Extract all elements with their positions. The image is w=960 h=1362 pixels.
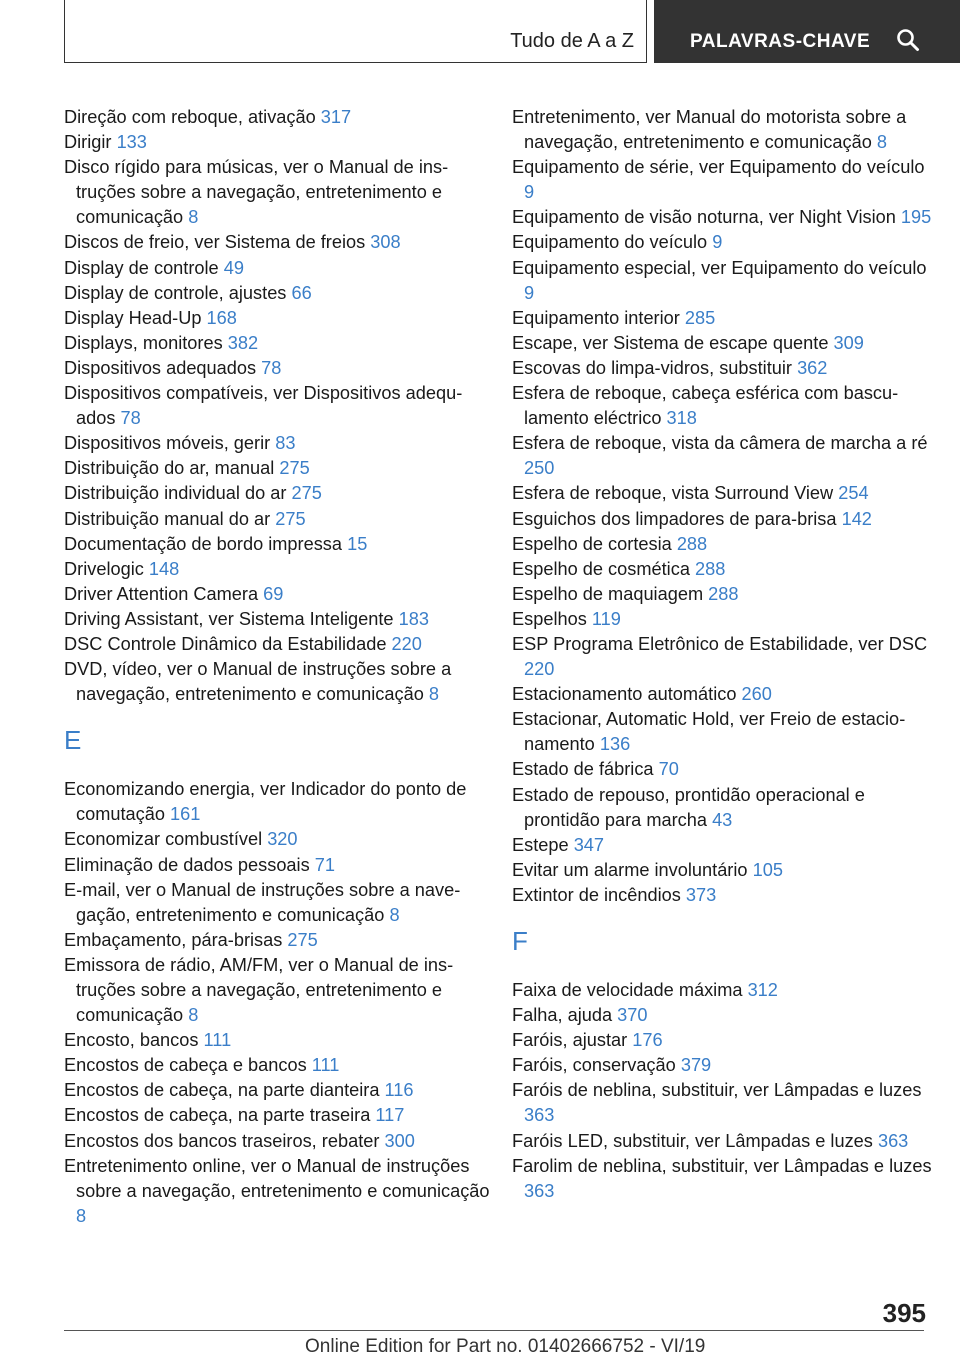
index-entry-text: Distribuição manual do ar [64,508,271,529]
page-reference-link[interactable]: 8 [389,904,400,925]
index-entry-text: Evitar um alarme involuntário [512,859,748,880]
page-reference-link[interactable]: 300 [384,1130,415,1151]
page-reference-link[interactable]: 70 [658,759,679,780]
index-entry [512,105,932,155]
index-entry-text: Display Head-Up [64,307,202,328]
index-letter-heading: E [64,725,82,756]
index-entry [512,230,932,255]
page-number: 395 [882,1298,926,1328]
page-reference-link[interactable]: 9 [524,282,535,303]
index-entry-text: Encostos de cabeça, na parte traseira [64,1105,371,1126]
page-reference-link[interactable]: 317 [320,107,352,127]
page-reference-link[interactable]: 83 [275,433,296,454]
index-entry-text: Espelho de cortesia [512,533,672,554]
page-reference-link[interactable]: 309 [833,332,864,353]
index-entry [64,1103,494,1128]
page-reference-link[interactable]: 8 [76,1205,87,1226]
index-entry [64,532,494,557]
index-entry-text: Discos de freio, ver Sistema de freios [64,232,366,253]
index-entry [512,632,932,682]
index-entry [64,155,494,230]
index-entry [512,481,932,506]
index-entry [512,1078,932,1128]
page-reference-link[interactable]: 250 [524,458,555,479]
page-reference-link[interactable]: 8 [188,207,199,228]
page-reference-link[interactable]: 363 [524,1105,555,1126]
index-entry [512,783,932,833]
page-reference-link[interactable]: 168 [206,307,237,328]
page-reference-link[interactable]: 275 [287,929,318,950]
page-reference-link[interactable]: 362 [797,357,828,378]
index-entry-text: DVD, vídeo, ver o Manual de instruções sobre a navegação, entretenimento e comunicação [64,659,452,705]
index-entry [64,657,494,707]
index-entry [64,331,494,356]
page-reference-link[interactable]: 117 [375,1105,405,1126]
page-reference-link[interactable]: 111 [311,1055,340,1076]
index-entry [512,155,932,205]
index-entry [64,632,494,657]
index-entry-text: Espelhos [512,608,587,629]
index-entry-text: Driver Attention Camera [64,583,259,604]
index-entry-text: Equipamento especial, ver Equipamento do veículo [512,257,927,278]
page-reference-link[interactable]: 363 [524,1180,555,1201]
page-reference-link[interactable]: 15 [347,533,368,554]
index-entry-text: Direção com reboque, ativação [64,107,316,127]
page-reference-link[interactable]: 320 [267,829,298,850]
index-entry [512,1028,932,1053]
index-entry-text: Espelho de cosmética [512,558,690,579]
index-entry-text: Encostos de cabeça, na parte dianteira [64,1080,380,1101]
index-entry-text: Dispositivos compatíveis, ver Dispositivos adequados [64,383,463,429]
page-reference-link[interactable]: 148 [148,558,180,579]
index-entry [512,356,932,381]
index-entry [64,481,494,506]
page-reference-link[interactable]: 318 [666,408,697,429]
index-entry-text: Equipamento de série, ver Equipamento do veículo [512,157,925,178]
section-tab-label: Tudo de A a Z [510,30,634,52]
page-reference-link[interactable]: 9 [712,232,723,253]
index-entry [64,306,494,331]
page-reference-link[interactable]: 220 [524,659,555,680]
index-entry [512,1003,932,1028]
page-reference-link[interactable]: 8 [428,684,439,705]
index-entry-text: Faróis de neblina, substituir, ver Lâmpadas e luzes [512,1080,922,1101]
index-entry-text: Entretenimento, ver Manual do motorista sobre a navegação, entretenimento e comunicação [512,107,907,153]
index-entry-text: Driving Assistant, ver Sistema Inteligente [64,608,394,629]
index-entry [64,777,494,827]
index-entry [64,827,494,852]
index-entry-text: Espelho de maquiagem [512,583,704,604]
index-column-right [512,105,932,1204]
index-entry [64,1129,494,1154]
index-entry [64,381,494,431]
page-reference-link[interactable]: 78 [261,357,282,378]
index-entry-text: DSC Controle Dinâmico da Estabilidade [64,633,387,654]
page-reference-link[interactable]: 260 [741,684,772,705]
index-entry-text: Esfera de reboque, cabeça esférica com basculamento eléctrico [512,383,899,429]
page-reference-link[interactable]: 370 [617,1005,648,1026]
index-entry [512,1154,932,1204]
index-entry-text: Documentação de bordo impressa [64,533,343,554]
index-entry-text: Display de controle [64,257,219,278]
index-entry-text: ESP Programa Eletrônico de Estabilidade, ver DSC [512,633,928,654]
index-entry [64,607,494,632]
index-entry [64,456,494,481]
index-entry [64,1053,494,1078]
index-entry [512,833,932,858]
index-entry [64,431,494,456]
page-reference-link[interactable]: 195 [900,207,932,228]
page-reference-link[interactable]: 43 [712,809,733,830]
index-entry-text: Distribuição individual do ar [64,483,287,504]
index-entry-text: Equipamento do veículo [512,232,708,253]
index-entry-text: Estado de repouso, prontidão operacional e prontidão para marcha [512,784,865,830]
page-reference-link[interactable]: 142 [841,508,872,529]
index-entry-text: Extintor de incêndios [512,884,681,905]
index-entry [512,707,932,757]
index-entry-text: Equipamento interior [512,307,680,328]
index-entry-text: Esfera de reboque, vista da câmera de marcha a ré [512,433,928,454]
page-reference-link[interactable]: 312 [747,980,778,1000]
footer-edition: Online Edition for Part no. 01402666752 - VI/19 [305,1336,706,1357]
index-entry-text: Encostos de cabeça e bancos [64,1055,307,1076]
index-entry [64,507,494,532]
page-reference-link[interactable]: 382 [227,332,259,353]
index-entry [512,883,932,908]
page-reference-link[interactable]: 373 [685,884,717,905]
index-entry [512,306,932,331]
page-reference-link[interactable]: 176 [632,1030,663,1051]
index-letter-heading: F [512,926,528,956]
page-reference-link[interactable]: 379 [680,1055,712,1076]
page-reference-link[interactable]: 347 [573,834,605,855]
index-entry [64,853,494,878]
index-entry-text: Embaçamento, pára-brisas [64,929,283,950]
index-entry-text: Equipamento de visão noturna, ver Night Vision [512,207,896,228]
page-reference-link[interactable]: 288 [708,583,739,604]
page-reference-link[interactable]: 220 [391,633,422,654]
page-reference-link[interactable]: 71 [314,854,335,875]
index-entry-text: Entretenimento online, ver o Manual de instruções sobre a navegação, entretenimento e comunicação [64,1155,490,1201]
index-entry [512,1053,932,1078]
search-icon [896,28,920,52]
index-entry [512,978,932,1003]
index-entry [64,557,494,582]
section-tab[interactable] [64,0,647,63]
index-entry [64,953,494,1028]
index-entry-text: Dispositivos adequados [64,357,257,378]
page-reference-link[interactable]: 275 [291,483,322,504]
page-reference-link[interactable]: 254 [838,483,869,504]
index-entry-text: Faróis LED, substituir, ver Lâmpadas e luzes [512,1130,873,1151]
index-entry-text: Disco rígido para músicas, ver o Manual de instruções sobre a navegação, entretenimento e comunicação [64,157,449,228]
page-reference-link[interactable]: 133 [116,132,147,153]
index-entry [64,928,494,953]
index-entry-text: Faróis, conservação [512,1055,676,1076]
index-entry-text: Dirigir [64,132,112,153]
index-entry-text: Distribuição do ar, manual [64,458,275,479]
index-entry-text: Esfera de reboque, vista Surround View [512,483,834,504]
index-entry-text: Estado de fábrica [512,759,654,780]
index-entry-text: Display de controle, ajustes [64,282,287,303]
index-entry-text: Dispositivos móveis, gerir [64,433,271,454]
index-entry-text: Displays, monitores [64,332,223,353]
index-entry [64,281,494,306]
index-entry [64,230,494,255]
index-entry [512,431,932,481]
page-reference-link[interactable]: 288 [695,558,726,579]
index-entry [64,1154,494,1229]
page-reference-link[interactable]: 308 [370,232,401,253]
index-entry [512,256,932,306]
page-header [0,0,960,66]
index-entry-text: Drivelogic [64,558,144,579]
index-entry [512,532,932,557]
index-entry [512,682,932,707]
index-entry-text: Emissora de rádio, AM/FM, ver o Manual de instruções sobre a navegação, entretenimento e comunicação [64,954,454,1026]
index-entry [64,105,494,130]
index-entry [512,557,932,582]
index-entry-text: Farolim de neblina, substituir, ver Lâmpadas e luzes [512,1155,932,1176]
index-entry [512,607,932,632]
index-entry [64,878,494,928]
index-entry [512,507,932,532]
index-entry [64,256,494,281]
page-reference-link[interactable]: 49 [223,257,244,278]
keyword-tab-label: PALAVRAS-CHAVE [690,31,871,52]
index-entry-text: Economizando energia, ver Indicador do ponto de comutação [64,779,467,825]
index-entry-text: Eliminação de dados pessoais [64,854,310,875]
index-entry [64,130,494,155]
index-column-left [64,105,494,1229]
index-entry [512,858,932,883]
index-entry-text: E-mail, ver o Manual de instruções sobre a navegação, entretenimento e comunicação [64,879,461,925]
page-reference-link[interactable]: 105 [752,859,783,880]
index-entry-text: Estepe [512,834,569,855]
page-reference-link[interactable]: 8 [188,1005,199,1026]
page-reference-link[interactable]: 275 [275,508,306,529]
page-reference-link[interactable]: 111 [203,1030,232,1051]
index-entry-text: Faróis, ajustar [512,1030,628,1051]
page-reference-link[interactable]: 119 [591,608,621,629]
page-reference-link[interactable]: 363 [877,1130,909,1151]
index-entry [512,757,932,782]
page-reference-link[interactable]: 78 [120,408,141,429]
index-entry [64,582,494,607]
index-entry [64,356,494,381]
page-reference-link[interactable]: 116 [384,1080,414,1101]
index-entry [64,1078,494,1103]
index-entry-text: Encostos dos bancos traseiros, rebater [64,1130,380,1151]
page-reference-link[interactable]: 8 [876,132,887,153]
index-entry-text: Falha, ajuda [512,1005,613,1026]
page-reference-link[interactable]: 288 [676,533,708,554]
index-entry [512,1129,932,1154]
index-entry [64,1028,494,1053]
index-entry [512,205,932,230]
index-entry-text: Economizar combustível [64,829,263,850]
footer-divider [64,1330,924,1331]
keyword-tab[interactable] [654,0,960,63]
index-entry-text: Esguichos dos limpadores de para-brisa [512,508,837,529]
index-entry [512,331,932,356]
page-reference-link[interactable]: 136 [599,734,631,755]
index-entry [512,582,932,607]
page-reference-link[interactable]: 161 [170,804,201,825]
index-entry-text: Faixa de velocidade máxima [512,980,743,1000]
page-reference-link[interactable]: 9 [524,182,535,203]
index-entry [512,381,932,431]
page-reference-link[interactable]: 285 [684,307,716,328]
page-reference-link[interactable]: 66 [291,282,312,303]
index-entry-text: Estacionar, Automatic Hold, ver Freio de estacionamento [512,709,906,755]
page-reference-link[interactable]: 69 [263,583,284,604]
index-entry-text: Encosto, bancos [64,1030,199,1051]
index-entry-text: Estacionamento automático [512,684,737,705]
page-reference-link[interactable]: 183 [398,608,429,629]
index-entry-text: Escape, ver Sistema de escape quente [512,332,829,353]
page-reference-link[interactable]: 275 [279,458,310,479]
index-entry-text: Escovas do limpa-vidros, substituir [512,357,792,378]
